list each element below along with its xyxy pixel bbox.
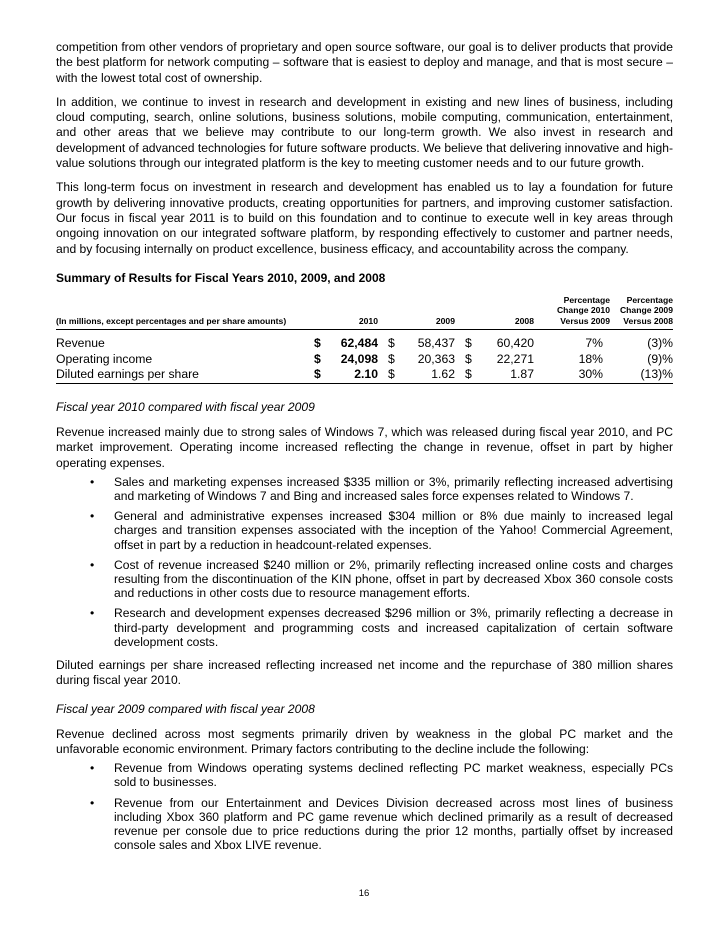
document-page	[56, 40, 673, 853]
value-2008: 22,271	[496, 351, 534, 366]
summary-table	[56, 295, 673, 384]
pct-change-2010: 18%	[578, 351, 603, 366]
pct-change-2009: (9)%	[647, 351, 673, 366]
currency-symbol: $	[388, 351, 395, 366]
pct-change-2010: 7%	[585, 336, 603, 351]
value-2009: 58,437	[417, 336, 455, 351]
list-item	[56, 606, 673, 649]
currency-symbol: $	[388, 336, 395, 351]
summary-header-2010: 2010	[314, 295, 378, 330]
bullet-icon: •	[90, 761, 95, 776]
bullet-text: Research and development expenses decreased $296 million or 3%, primarily reflecting a decrease in third-party development and programming costs and increased capitalization of certain software development costs.	[114, 606, 673, 649]
bullet-icon: •	[90, 606, 95, 621]
pct2-line1: Percentage	[626, 294, 673, 305]
summary-header-row	[56, 295, 673, 330]
summary-header-2009: 2009	[378, 295, 455, 330]
page-number: 16	[358, 888, 370, 899]
pct-change-2009: (13)%	[610, 367, 673, 384]
row-label: Diluted earnings per share	[56, 367, 314, 384]
fy2009-heading: Fiscal year 2009 compared with fiscal year 2008	[56, 701, 315, 716]
bullet-text: Revenue from Windows operating systems declined reflecting PC market weakness, especially PCs sold to businesses.	[114, 761, 673, 790]
fy2010-intro: Revenue increased mainly due to strong sales of Windows 7, which was released during fiscal year 2010, and PC market improvement. Operating income increased reflecting the change in revenue, offset in part by higher operating expenses.	[56, 424, 673, 470]
value-2010: 2.10	[328, 367, 378, 384]
currency-symbol: $	[314, 336, 321, 351]
intro-paragraph-3: This long-term focus on investment in research and development has enabled us to lay a foundation for future growth by delivering innovative products, creating opportunities for partners, and improving customer satisfaction. Our focus in fiscal year 2011 is to build on this foundation and to continue to execute well in key areas through ongoing innovation on our integrated software platform, by responding effectively to customer and partner needs, and by focusing internally on product excellence, business efficacy, and accountability across the company.	[56, 180, 673, 256]
summary-row-revenue	[56, 330, 673, 352]
bullet-text: General and administrative expenses increased $304 million or 8% due mainly to increased legal charges and transition expenses associated with the inception of the Yahoo! Commercial Agreement, offset in part by a reduction in headcount-related expenses.	[114, 509, 673, 552]
value-2009: 20,363	[417, 351, 455, 366]
list-item	[56, 558, 673, 601]
pct-change-2010: 30%	[534, 367, 610, 384]
fy2009-bullet-list	[56, 761, 673, 852]
pct1-line1: Percentage	[563, 294, 610, 305]
intro-paragraph-2: In addition, we continue to invest in research and development in existing and new lines of business, including cloud computing, search, online solutions, business solutions, mobile computing, communication, entertainment, and other areas that we believe may contribute to our long-term growth. We also invest in research and development of advanced technologies for future software products. We believe that delivering innovative and high-value solutions through our integrated platform is the key to meeting customer needs and to our future growth.	[56, 94, 673, 171]
currency-symbol: $	[465, 336, 472, 351]
summary-header-pct-2009-vs-2008	[610, 295, 673, 330]
summary-header-label: (In millions, except percentages and per share amounts)	[56, 295, 314, 330]
list-item	[56, 475, 673, 503]
summary-row-operating-income	[56, 352, 673, 367]
list-item	[56, 761, 673, 789]
bullet-icon: •	[90, 795, 95, 810]
currency-symbol: $	[455, 367, 481, 384]
intro-paragraph-1: competition from other vendors of proprietary and open source software, our goal is to deliver products that provide the best platform for network computing – software that is easiest to deploy and manage, and that is most secure – with the lowest total cost of ownership.	[56, 40, 673, 85]
fy2009-intro: Revenue declined across most segments primarily driven by weakness in the global PC market and the unfavorable economic environment. Primary factors contributing to the decline include the following:	[56, 726, 673, 756]
currency-symbol: $	[314, 367, 328, 384]
pct1-line2: Change 2010	[556, 305, 610, 316]
value-2008: 60,420	[496, 336, 534, 351]
row-label: Operating income	[56, 351, 153, 366]
fy2010-heading: Fiscal year 2010 compared with fiscal year 2009	[56, 399, 315, 414]
bullet-icon: •	[90, 509, 95, 524]
bullet-text: Sales and marketing expenses increased $335 million or 3%, primarily reflecting increased advertising and marketing of Windows 7 and Bing and increased sales force expenses related to Windows 7.	[114, 474, 673, 504]
value-2010: 24,098	[340, 351, 378, 366]
fy2010-bullet-list	[56, 475, 673, 649]
value-2008: 1.87	[481, 367, 534, 384]
summary-heading: Summary of Results for Fiscal Years 2010, 2009, and 2008	[56, 270, 386, 285]
row-label: Revenue	[56, 336, 105, 351]
bullet-text: Revenue from our Entertainment and Devices Division decreased across most lines of business including Xbox 360 platform and PC game revenue which declined primarily as a result of decreased revenue per console due to price reductions during the prior 12 months, partially offset by increased console sales and Xbox LIVE revenue.	[114, 795, 673, 853]
value-2009: 1.62	[404, 367, 455, 384]
pct2-line3: Versus 2008	[623, 315, 673, 326]
summary-header-pct-2010-vs-2009	[534, 295, 610, 330]
currency-symbol: $	[314, 351, 321, 366]
summary-row-diluted-eps	[56, 367, 673, 384]
value-2010: 62,484	[340, 336, 378, 351]
fy2010-closing: Diluted earnings per share increased reflecting increased net income and the repurchase of 380 million shares during fiscal year 2010.	[56, 658, 673, 688]
bullet-icon: •	[90, 474, 95, 489]
list-item	[56, 796, 673, 853]
pct-change-2009: (3)%	[647, 336, 673, 351]
pct1-line3: Versus 2009	[560, 315, 610, 326]
currency-symbol: $	[378, 367, 404, 384]
summary-header-2008: 2008	[455, 295, 534, 330]
bullet-icon: •	[90, 557, 95, 572]
currency-symbol: $	[465, 351, 472, 366]
list-item	[56, 509, 673, 552]
bullet-text: Cost of revenue increased $240 million or 2%, primarily reflecting increased online costs and charges resulting from the discontinuation of the KIN phone, offset in part by decreased Xbox 360 console costs and reductions in other costs due to resource management efforts.	[114, 557, 673, 601]
pct2-line2: Change 2009	[619, 305, 673, 316]
